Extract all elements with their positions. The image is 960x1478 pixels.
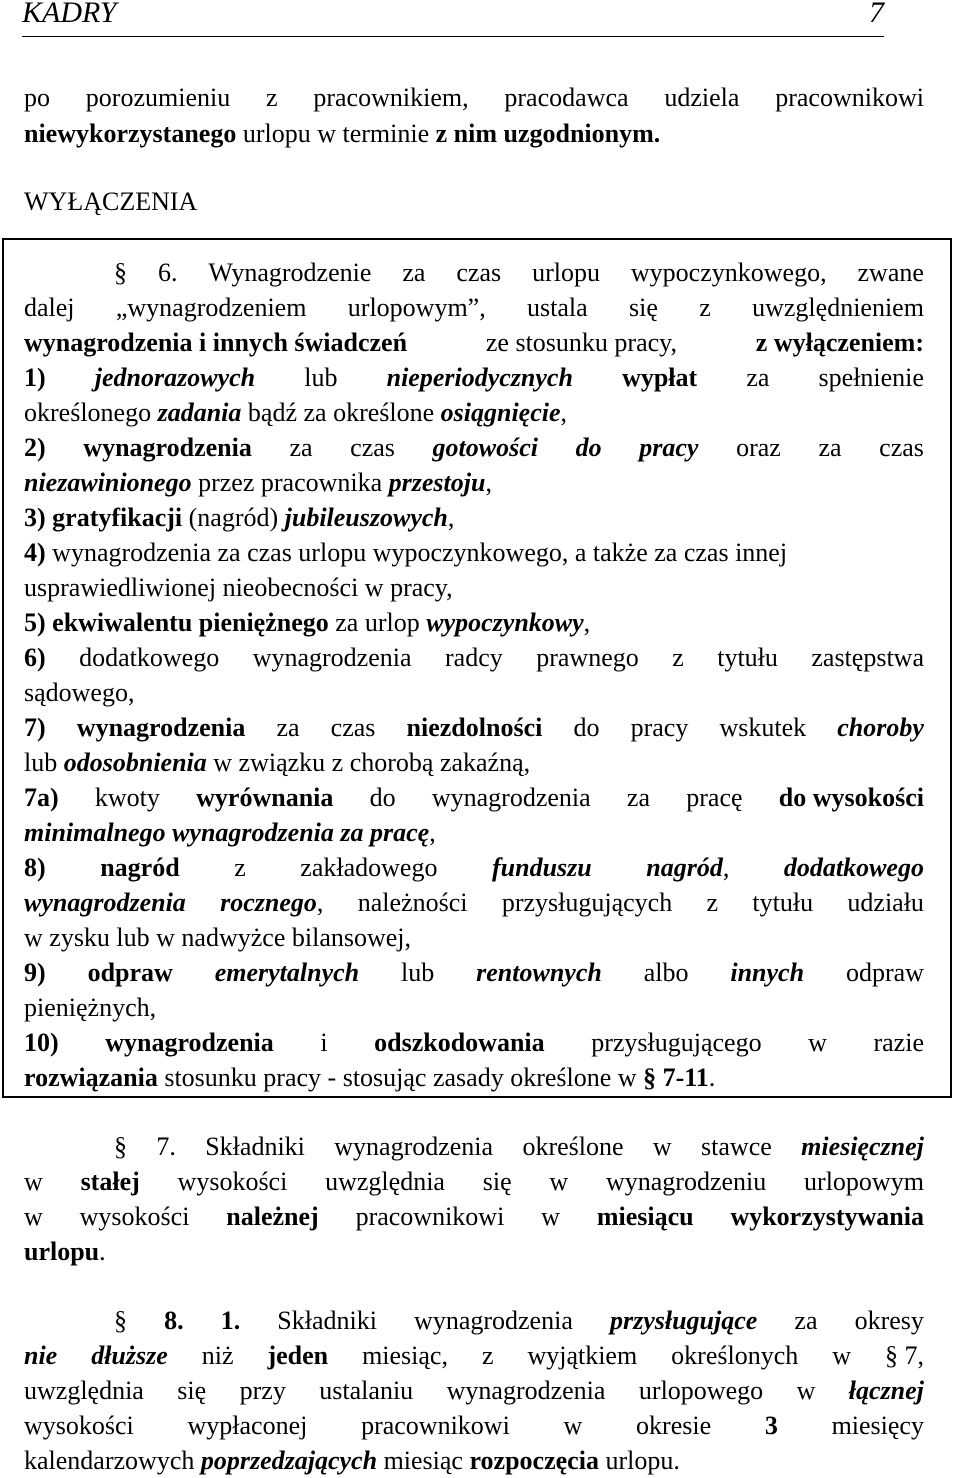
p7-line-3 (24, 1200, 924, 1234)
item-number: 9) (24, 958, 46, 987)
bold-italic-text: niezawinionego (24, 468, 192, 497)
text: miesiąc (377, 1446, 470, 1475)
item-8-line-1 (24, 851, 924, 885)
bold-italic-text: gotowości (432, 433, 538, 462)
bold-italic-text: nie (24, 1341, 58, 1370)
text: , (722, 853, 730, 882)
word: z (699, 293, 711, 322)
bold-text: stałej (80, 1167, 140, 1196)
item-number: 8) (24, 853, 46, 882)
word: miesięcy (831, 1411, 924, 1440)
word: wypłaconej (187, 1411, 308, 1440)
word: Składniki (277, 1306, 377, 1335)
item-10-line-1 (24, 1026, 924, 1060)
p8-line-2 (24, 1339, 924, 1373)
text: stosunku pracy - stosując zasady określone w (157, 1063, 644, 1092)
item-number: 2) (24, 433, 46, 462)
word: za (818, 433, 842, 462)
word: uwzględnia (325, 1167, 445, 1196)
bold-italic-text: minimalnego wynagrodzenia za pracę (24, 818, 430, 847)
word: w (832, 1341, 851, 1370)
word: za (289, 433, 313, 462)
bold-italic-text: choroby (837, 713, 924, 742)
bold-text: wyrównania (196, 783, 334, 812)
word: pracę (686, 783, 743, 812)
text: , (447, 503, 455, 532)
word: porozumieniu (85, 83, 231, 112)
word: wynagrodzenia (334, 1132, 494, 1161)
bold-italic-text: dłuższe (91, 1341, 168, 1370)
item-7-line-2 (24, 746, 924, 780)
word: do (573, 713, 600, 742)
bold-italic-text: rocznego (220, 888, 317, 917)
header-title: KADRY (22, 0, 117, 29)
item-5 (24, 606, 924, 640)
text: (nagród) (182, 503, 285, 532)
word: w (549, 1167, 569, 1196)
bold-italic-text: do (575, 433, 602, 462)
item-number: 4) (24, 538, 46, 567)
p6-line-2 (24, 291, 924, 325)
text: urlopu w terminie (236, 119, 436, 148)
word: wypoczynkowego, (630, 258, 827, 287)
paragraph-sign: § (114, 1132, 127, 1161)
item-8-line-3: w zysku lub w nadwyżce bilansowej, (24, 923, 412, 952)
text: ze stosunku pracy, (485, 328, 677, 357)
item-number: 10) (24, 1028, 59, 1057)
item-8-line-2 (24, 886, 924, 920)
paragraph-sign: § (114, 1306, 127, 1335)
word: okresy (854, 1306, 924, 1335)
p7-line-4 (24, 1235, 924, 1269)
bold-italic-text: emerytalnych (214, 958, 360, 987)
word: przysługującego (591, 1028, 762, 1057)
item-number: 6) (24, 643, 46, 672)
page-header (22, 0, 884, 37)
bold-text: 3) gratyfikacji (24, 503, 183, 532)
text: . (99, 1237, 106, 1266)
bold-text: 5) ekwiwalentu pieniężnego (24, 608, 329, 637)
word: radcy (445, 643, 503, 672)
item-7a-line-1 (24, 781, 924, 815)
word: w (563, 1411, 583, 1440)
word: tytułu (752, 888, 814, 917)
word: z (234, 853, 246, 882)
bold-text: rozpoczęcia (469, 1446, 599, 1475)
word: z (481, 1341, 494, 1370)
word: prawnego (536, 643, 639, 672)
word: miesiąc, (362, 1341, 448, 1370)
word: uwzględnieniem (752, 293, 924, 322)
word: pracy (630, 713, 689, 742)
bold-text: wynagrodzenia (105, 1028, 274, 1057)
word: się (629, 293, 658, 322)
text: przez pracownika (191, 468, 389, 497)
word: spełnienie (818, 363, 924, 392)
bold-text: jeden (267, 1341, 329, 1370)
bold-italic-text: przysługujące (609, 1306, 758, 1335)
word: udziału (847, 888, 924, 917)
word: do (369, 783, 396, 812)
p8-line-3 (24, 1374, 924, 1408)
bold-italic-text: wypoczynkowy (426, 608, 584, 637)
item-number: 7a) (24, 783, 59, 812)
word: pracownikowi (361, 1411, 510, 1440)
word: za (626, 783, 651, 812)
bold-italic-text: jubileuszowych (284, 503, 448, 532)
bold-italic-text: pracy (639, 433, 699, 462)
text: bądź za określone (241, 398, 441, 427)
word: Wynagrodzenie (208, 258, 372, 287)
word: lub (304, 363, 338, 392)
intro-line-2 (24, 117, 924, 151)
word: 6. (157, 258, 178, 287)
bold-text: należnej (226, 1202, 319, 1231)
bold-text: z wyłączeniem: (755, 328, 924, 357)
bold-italic-text: jednorazowych (94, 363, 256, 392)
subparagraph-number: 1. (220, 1306, 241, 1335)
word: okresie (636, 1411, 712, 1440)
word: określone (522, 1132, 624, 1161)
item-3 (24, 501, 924, 535)
item-1-line-1 (24, 361, 924, 395)
word: Składniki (205, 1132, 305, 1161)
word: określonych (671, 1341, 799, 1370)
word: stawce (701, 1132, 772, 1161)
word: pracownikiem, (313, 83, 469, 112)
item-4-line-2: usprawiedliwionej nieobecności w pracy, (24, 573, 453, 602)
word: dodatkowego (79, 643, 220, 672)
text: . (708, 1063, 716, 1092)
bold-italic-text: poprzedzających (200, 1446, 378, 1475)
bold-text: 3 (764, 1411, 778, 1440)
item-7a-line-2 (24, 816, 924, 850)
bold-text: wynagrodzenia i innych świadczeń (24, 328, 408, 357)
word: i (320, 1028, 328, 1057)
word: tytułu (717, 643, 778, 672)
text: , (560, 398, 568, 427)
word: odpraw (845, 958, 924, 987)
paragraph-number: 8. (164, 1306, 184, 1335)
word: zakładowego (300, 853, 438, 882)
p7-line-2 (24, 1165, 924, 1199)
bold-italic-text: funduszu (491, 853, 592, 882)
word: w (24, 1202, 43, 1231)
word: urlopowym (804, 1167, 924, 1196)
bold-italic-text: odosobnienia (63, 748, 207, 777)
item-10-line-2 (24, 1061, 924, 1095)
word: „wynagrodzeniem (115, 293, 307, 322)
word: razie (873, 1028, 924, 1057)
item-9-line-2: pieniężnych, (24, 993, 157, 1022)
bold-text: do wysokości (778, 783, 924, 812)
word: urlopu (532, 258, 600, 287)
p8-line-5 (24, 1444, 924, 1478)
word: urlopowego (638, 1376, 764, 1405)
bold-text: wynagrodzenia (76, 713, 246, 742)
text: urlopu. (598, 1446, 680, 1475)
word: po (24, 83, 50, 112)
word: zastępstwa (811, 643, 924, 672)
p8-line-4 (24, 1409, 924, 1443)
word: pracownikowi (775, 83, 924, 112)
word: w (652, 1132, 672, 1161)
word: albo (643, 958, 689, 987)
bold-text: wykorzystywania (730, 1202, 924, 1231)
word: za (276, 713, 300, 742)
word: przy (239, 1376, 286, 1405)
word: wysokości (79, 1202, 190, 1231)
word: w (24, 1167, 43, 1196)
word: pracownikowi (355, 1202, 505, 1231)
bold-italic-text: innych (730, 958, 805, 987)
bold-text: odpraw (87, 958, 173, 987)
word: za (402, 258, 426, 287)
word: urlopowym”, (347, 293, 486, 322)
intro-line-1 (24, 81, 924, 115)
text: , (316, 888, 324, 917)
item-2-line-1 (24, 431, 924, 465)
bold-italic-text: rentownych (476, 958, 602, 987)
word: uwzględnia (24, 1376, 144, 1405)
word: wskutek (719, 713, 807, 742)
bold-italic-text: miesięcznej (801, 1132, 924, 1161)
item-number: 1) (24, 363, 46, 392)
word: § 7, (884, 1341, 924, 1370)
word: z (672, 643, 684, 672)
word: wynagrodzenia (414, 1306, 573, 1335)
word: się (482, 1167, 512, 1196)
word: udziela (664, 83, 740, 112)
page-number: 7 (869, 0, 884, 29)
text: kalendarzowych (24, 1446, 201, 1475)
word: czas (456, 258, 502, 287)
word: wynagrodzeniu (605, 1167, 767, 1196)
text: w związku z chorobą zakaźną, (206, 748, 531, 777)
item-6-line-2: sądowego, (24, 678, 135, 707)
text: określonego (24, 398, 158, 427)
bold-text: § 7-11 (643, 1063, 709, 1092)
bold-text: miesiącu (596, 1202, 694, 1231)
word: lub (401, 958, 435, 987)
item-2-line-2 (24, 466, 924, 500)
item-number: 7) (24, 713, 46, 742)
word: z (266, 83, 278, 112)
text: lub (24, 748, 64, 777)
bold-italic-text: łącznej (848, 1376, 924, 1405)
word: czas (350, 433, 395, 462)
word: wysokości (24, 1411, 134, 1440)
word: ustalaniu (319, 1376, 414, 1405)
bold-text: niezdolności (406, 713, 543, 742)
section-title: WYŁĄCZENIA (24, 187, 198, 216)
bold-text: z nim uzgodnionym. (435, 119, 661, 148)
item-9-line-1 (24, 956, 924, 990)
word: wysokości (177, 1167, 288, 1196)
word: czas (879, 433, 924, 462)
word: kwoty (94, 783, 160, 812)
bold-italic-text: osiągnięcie (440, 398, 561, 427)
bold-text: wypłat (622, 363, 698, 392)
text: , (429, 818, 436, 847)
bold-italic-text: nieperiodycznych (386, 363, 573, 392)
bold-italic-text: dodatkowego (783, 853, 924, 882)
word: przysługujących (501, 888, 673, 917)
text: , (583, 608, 591, 637)
item-4-line-1 (24, 536, 924, 570)
word: oraz (736, 433, 781, 462)
word: należności (357, 888, 468, 917)
word: wynagrodzenia (252, 643, 412, 672)
word: wynagrodzenia (446, 1376, 606, 1405)
paragraph-sign: § (114, 258, 127, 287)
bold-italic-text: wynagrodzenia (24, 888, 186, 917)
bold-text: urlopu (24, 1237, 100, 1266)
word: pracodawca (504, 83, 629, 112)
word: wyjątkiem (527, 1341, 638, 1370)
item-1-line-2 (24, 396, 924, 430)
word: dalej (24, 293, 75, 322)
item-6-line-1 (24, 641, 924, 675)
p6-line-3 (24, 326, 924, 360)
bold-text: niewykorzystanego (24, 119, 237, 148)
bold-text: odszkodowania (374, 1028, 545, 1057)
text: , (485, 468, 492, 497)
word: ustala (527, 293, 588, 322)
bold-italic-text: nagród (646, 853, 723, 882)
text: wynagrodzenia za czas urlopu wypoczynkowego, a także za czas innej (45, 538, 788, 567)
word: niż (201, 1341, 234, 1370)
bold-text: wynagrodzenia (83, 433, 252, 462)
word: wynagrodzenia (431, 783, 591, 812)
word: w (796, 1376, 816, 1405)
word: się (177, 1376, 207, 1405)
word: za (746, 363, 770, 392)
word: z (706, 888, 719, 917)
word: w (808, 1028, 827, 1057)
paragraph-number: 7. (156, 1132, 176, 1161)
word: za (794, 1306, 818, 1335)
item-7-line-1 (24, 711, 924, 745)
text: za urlop (328, 608, 427, 637)
bold-text: rozwiązania (24, 1063, 158, 1092)
word: czas (330, 713, 376, 742)
word: zwane (857, 258, 924, 287)
bold-italic-text: zadania (157, 398, 242, 427)
bold-italic-text: przestoju (388, 468, 486, 497)
bold-text: nagród (100, 853, 180, 882)
word: w (541, 1202, 560, 1231)
